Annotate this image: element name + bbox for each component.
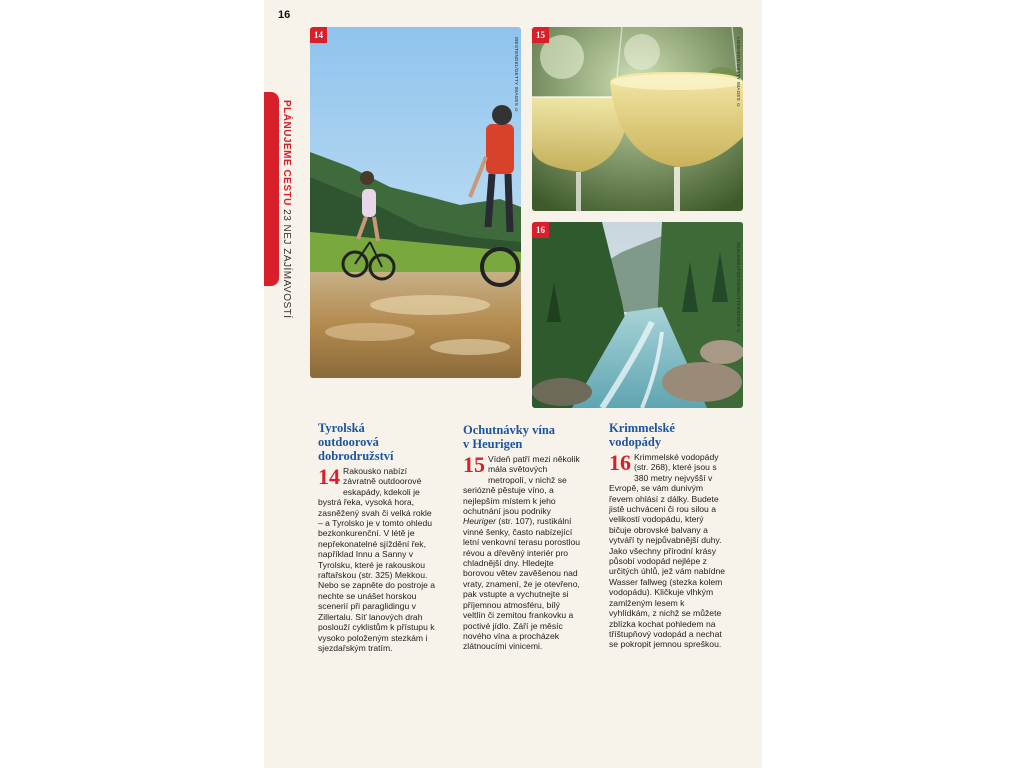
page-number: 16 xyxy=(278,9,291,21)
article-14-title-line: dobrodružství xyxy=(318,449,394,463)
section-label xyxy=(281,100,295,360)
book-page xyxy=(264,0,762,768)
article-16 xyxy=(609,421,727,650)
article-15 xyxy=(463,423,581,652)
article-16-title-line: vodopády xyxy=(609,435,662,449)
photo-credit-15: LIENHERR/GETTY IMAGES © xyxy=(736,37,741,108)
article-15-title-line: v Heurigen xyxy=(463,437,523,451)
section-tab xyxy=(264,92,279,286)
article-14-text: Rakousko nabízí závratně outdoorové eskapády, kdekoli je bystrá řeka, vysoká hora, zasněžený svah či velká rokle – a Tyrolsko je v tomto ohledu bezkonkurenční. V létě je nepřekonatelné sjíždění řek, například Innu a Sanny v Tyrolsku, které je rakouskou raftařskou (str. 325) Mekkou. Nebo se zapněte do postroje a nechte se unášet horskou scenerií při paraglidingu v Zillertalu. Síť lanových drah poslouží cyklistům k přístupu k vysoko položeným stezkám i sjezdařským tratím. xyxy=(318,466,436,653)
article-15-title xyxy=(463,423,581,451)
article-14 xyxy=(318,421,436,653)
section-label-text xyxy=(281,100,292,319)
article-16-text: Krimmelské vodopády (str. 268), které jsou s 380 metry nejvyšší v Evropě, se vám dunivým řevem ohlásí z dálky. Budete jistě uchváceni či rou silou a velikostí vodopádu, který bičuje obrovské balvany a vytváří ty nejpůvabnější duhy. Jako všechny přírodní krásy působí vodopád nejlépe z určitých úhlů, jež vám nabídne Wasser fallweg (stezka kolem vodopádu). Kličkuje vlhkým zamlženým lesem k vyhlídkám, z nichž se můžete zblízka kochat pohledem na tříštupňový vodopád a nechat se pokropit jemnou spreškou. xyxy=(609,452,726,650)
photo-credit-16: SCHLEGELFOTOS/SHUTTERSTOCK © xyxy=(736,242,741,334)
cyclists-river-photo xyxy=(310,27,521,378)
article-15-text-2: (str. 107), rustikální vinné šenky, často nabízející letní venkovní terasu porostlou révou a dřevěný interiér pro chladnější dny. Hledejte borovou větev zavěšenou nad vraty, znamení, že je otevřeno, pak vstupte a vychutnejte si příjemnou atmosféru, bílý veltlín či zemitou frankovku a poctivé jídlo. Září je měsíc nového vína a procházek zlátnoucími vinicemi. xyxy=(463,516,581,652)
article-14-title xyxy=(318,421,436,463)
article-16-body xyxy=(609,452,727,650)
article-15-italic: Heuriger xyxy=(463,516,496,527)
photo-badge-14: 14 xyxy=(310,27,327,43)
section-name: PLÁNUJEME CESTU xyxy=(281,100,292,206)
chapter-name: 23 NEJ ZAJÍMAVOSTÍ xyxy=(281,209,292,319)
article-14-title-line: Tyrolská xyxy=(318,421,365,435)
article-16-number: 16 xyxy=(609,450,631,475)
article-15-text-1: Vídeň patří mezi několik mála světových metropolí, v nichž se seriózně pěstuje víno, a nejlepším místem k jeho ochutnání jsou podniky xyxy=(463,454,580,517)
photo-credit-14: WESTEND61/GETTY IMAGES © xyxy=(514,37,519,113)
article-14-number: 14 xyxy=(318,464,340,489)
photo-cyclists xyxy=(310,27,521,378)
wine-glasses-photo xyxy=(532,27,743,211)
article-15-number: 15 xyxy=(463,452,485,477)
article-16-title xyxy=(609,421,727,449)
photo-waterfall xyxy=(532,222,743,408)
article-15-body xyxy=(463,454,581,652)
photo-badge-15: 15 xyxy=(532,27,549,43)
article-16-title-line: Krimmelské xyxy=(609,421,675,435)
photo-wine xyxy=(532,27,743,211)
waterfall-river-photo xyxy=(532,222,743,408)
article-15-title-line: Ochutnávky vína xyxy=(463,423,556,437)
article-14-body xyxy=(318,466,436,653)
photo-badge-16: 16 xyxy=(532,222,549,238)
article-14-title-line: outdoorová xyxy=(318,435,379,449)
